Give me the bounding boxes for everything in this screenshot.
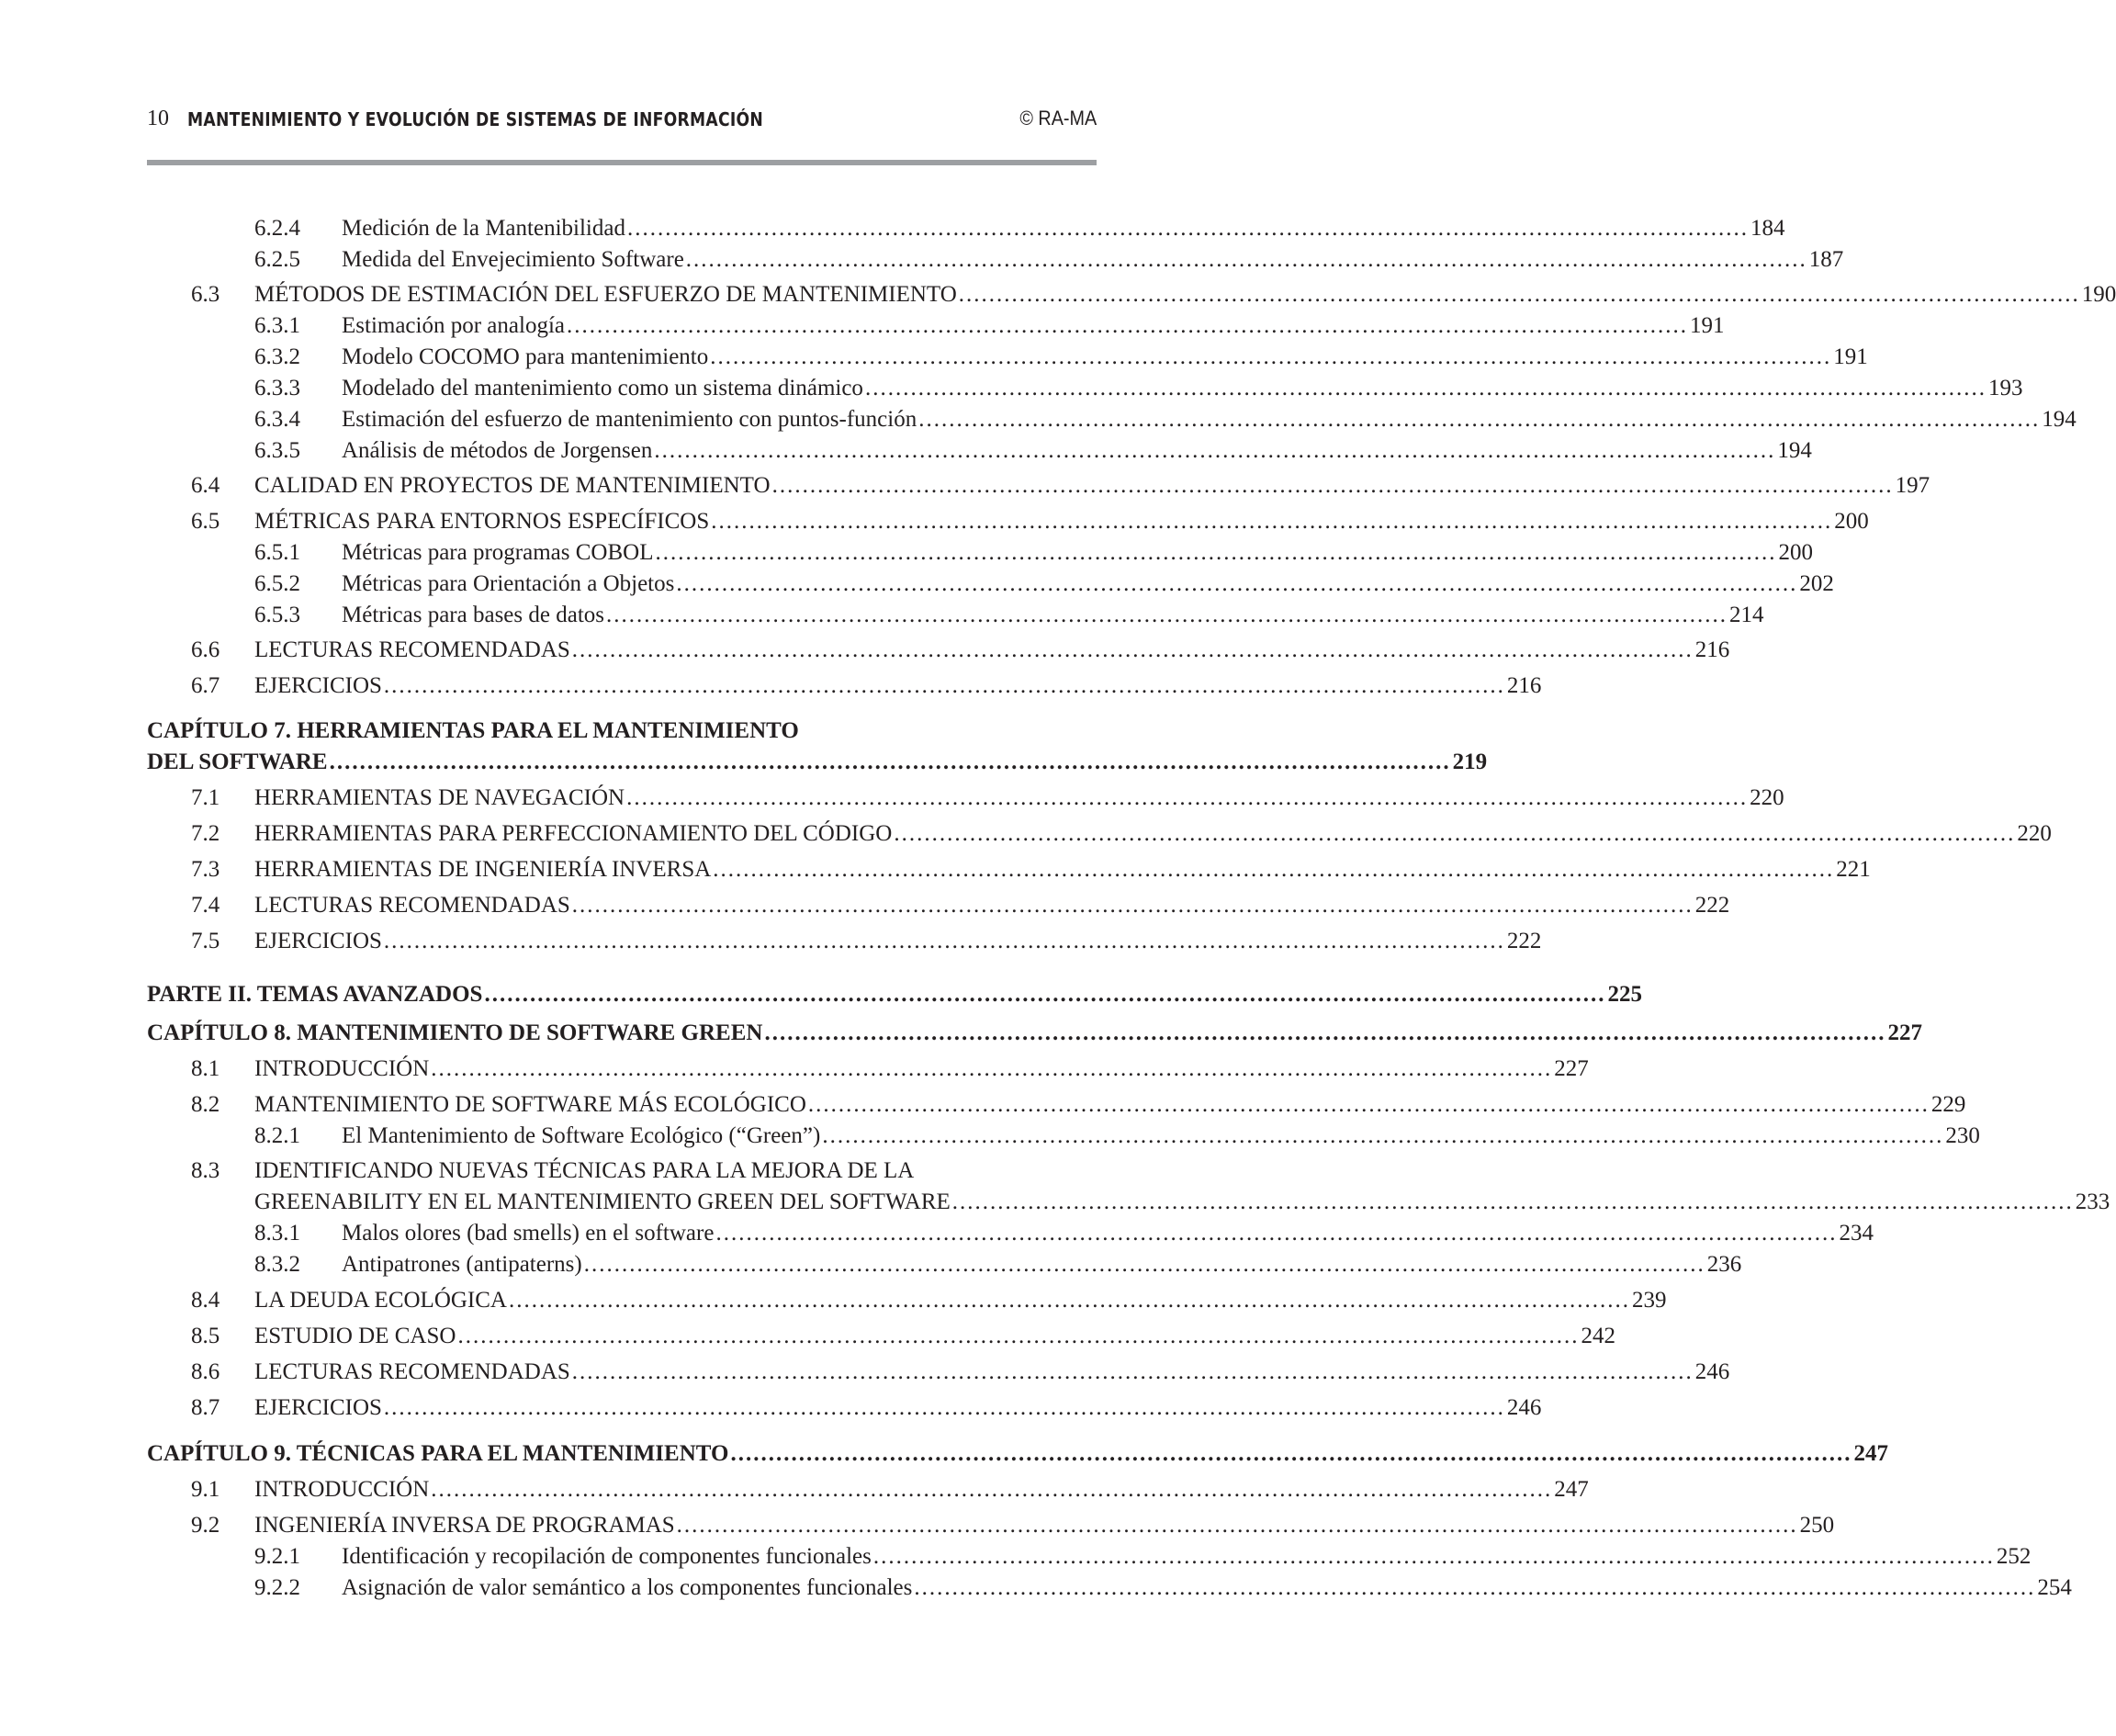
entry-number: 6.3.3 [254, 376, 300, 400]
entry-number: 8.4 [191, 1288, 220, 1313]
entry-title: Medida del Envejecimiento Software [342, 244, 686, 276]
toc-entry[interactable]: 6.5.2 Métricas para Orientación a Objetos .................................................................................................................................................... 202 [147, 569, 1097, 600]
entry-title: Antipatrones (antipaterns) [342, 1249, 584, 1280]
entry-title-line1: IDENTIFICANDO NUEVAS TÉCNICAS PARA LA MEJORA DE LA [254, 1158, 915, 1183]
toc-entry[interactable]: 8.7 EJERCICIOS .................................................................................................................................................... 246 [147, 1392, 1097, 1424]
entry-page: 184 [1750, 216, 1785, 241]
entry-title: CAPÍTULO 8. MANTENIMIENTO DE SOFTWARE GREEN [147, 1018, 764, 1049]
toc-entry[interactable]: 6.3 MÉTODOS DE ESTIMACIÓN DEL ESFUERZO DE MANTENIMIENTO .................................................................................................................................................... 190 [147, 279, 1097, 310]
toc-entry[interactable]: 6.3.2 Modelo COCOMO para mantenimiento .................................................................................................................................................... 191 [147, 342, 1097, 373]
toc-entry[interactable]: 8.3.1 Malos olores (bad smells) en el software .................................................................................................................................................... 234 [147, 1218, 1097, 1249]
entry-page: 214 [1729, 603, 1764, 627]
toc-entry[interactable]: 6.6 LECTURAS RECOMENDADAS .................................................................................................................................................... 216 [147, 635, 1097, 666]
entry-number: 6.4 [191, 473, 220, 498]
entry-page: 250 [1799, 1513, 1835, 1538]
entry-page: 233 [2075, 1189, 2110, 1214]
entry-title: PARTE II. TEMAS AVANZADOS [147, 979, 484, 1010]
running-header [147, 107, 1097, 134]
entry-page: 227 [1554, 1056, 1589, 1081]
entry-title: LECTURAS RECOMENDADAS [254, 1357, 572, 1388]
entry-number: 6.3 [191, 282, 220, 307]
entry-page: 200 [1834, 509, 1869, 534]
entry-number: 8.5 [191, 1324, 220, 1348]
entry-number: 6.3.2 [254, 344, 300, 369]
entry-page: 197 [1895, 473, 1930, 498]
toc-entry[interactable]: 6.4 CALIDAD EN PROYECTOS DE MANTENIMIENTO .................................................................................................................................................... 197 [147, 470, 1097, 502]
entry-title: Estimación por analogía [342, 310, 567, 342]
entry-page: 242 [1581, 1324, 1615, 1348]
entry-title: Asignación de valor semántico a los componentes funcionales [342, 1573, 914, 1604]
entry-page: 200 [1778, 540, 1813, 565]
entry-title: MANTENIMIENTO DE SOFTWARE MÁS ECOLÓGICO [254, 1089, 808, 1121]
entry-number: 8.2 [191, 1092, 220, 1117]
toc-chapter[interactable]: DEL SOFTWARE .................................................................................................................................................... 219 [147, 747, 1097, 778]
entry-number: 8.6 [191, 1359, 220, 1384]
entry-title: Métricas para programas COBOL [342, 537, 655, 569]
entry-title: Métricas para bases de datos [342, 600, 606, 631]
entry-title: INTRODUCCIÓN [254, 1474, 431, 1505]
toc-entry[interactable]: 6.3.4 Estimación del esfuerzo de mantenimiento con puntos-función .................................................................................................................................................... 194 [147, 404, 1097, 435]
entry-title: Análisis de métodos de Jorgensen [342, 435, 654, 467]
entry-page: 252 [1996, 1544, 2032, 1569]
entry-page: 220 [1750, 785, 1784, 810]
toc-entry[interactable]: 7.3 HERRAMIENTAS DE INGENIERÍA INVERSA .................................................................................................................................................... 221 [147, 854, 1097, 885]
entry-number: 7.2 [191, 821, 220, 846]
entry-title: DEL SOFTWARE [147, 747, 330, 778]
toc-entry[interactable]: 6.3.1 Estimación por analogía .................................................................................................................................................... 191 [147, 310, 1097, 342]
entry-title: Medición de la Mantenibilidad [342, 213, 627, 244]
entry-number: 8.3.2 [254, 1252, 300, 1277]
toc-entry[interactable]: 8.1 INTRODUCCIÓN .................................................................................................................................................... 227 [147, 1054, 1097, 1085]
toc-entry[interactable]: 9.2.1 Identificación y recopilación de componentes funcionales .................................................................................................................................................... 252 [147, 1541, 1097, 1573]
toc-entry[interactable]: 8.3.2 Antipatrones (antipaterns) .................................................................................................................................................... 236 [147, 1249, 1097, 1280]
entry-page: 234 [1839, 1221, 1874, 1246]
page-number: 10 [147, 107, 169, 130]
entry-page: 247 [1554, 1477, 1589, 1502]
toc-chapter[interactable]: CAPÍTULO 9. TÉCNICAS PARA EL MANTENIMIENTO .................................................................................................................................................... 247 [147, 1438, 1097, 1470]
entry-number: 7.1 [191, 785, 220, 810]
entry-title: MÉTRICAS PARA ENTORNOS ESPECÍFICOS [254, 506, 711, 537]
entry-number: 7.4 [191, 893, 220, 918]
entry-page: 220 [2017, 821, 2052, 846]
entry-title: Modelo COCOMO para mantenimiento [342, 342, 710, 373]
header-rule [147, 160, 1097, 165]
toc-entry[interactable]: 6.3.5 Análisis de métodos de Jorgensen .................................................................................................................................................... 194 [147, 435, 1097, 467]
publisher: © RA-MA [1019, 107, 1097, 130]
entry-title: EJERCICIOS [254, 671, 384, 702]
entry-number: 7.3 [191, 857, 220, 882]
entry-title: GREENABILITY EN EL MANTENIMIENTO GREEN DEL SOFTWARE [254, 1187, 952, 1218]
toc-entry[interactable]: 8.2.1 El Mantenimiento de Software Ecológico (“Green”) .................................................................................................................................................... 230 [147, 1121, 1097, 1152]
entry-page: 247 [1853, 1441, 1888, 1466]
toc-entry[interactable]: 8.2 MANTENIMIENTO DE SOFTWARE MÁS ECOLÓGICO .................................................................................................................................................... 229 [147, 1089, 1097, 1121]
entry-page: 190 [2081, 282, 2116, 307]
entry-title: LA DEUDA ECOLÓGICA [254, 1285, 509, 1316]
entry-page: 191 [1689, 313, 1725, 338]
entry-title: Modelado del mantenimiento como un sistema dinámico [342, 373, 865, 404]
entry-title: HERRAMIENTAS PARA PERFECCIONAMIENTO DEL CÓDIGO [254, 818, 894, 850]
entry-number: 8.3.1 [254, 1221, 300, 1246]
entry-number: 6.5.3 [254, 603, 300, 627]
toc-entry[interactable]: 8.4 LA DEUDA ECOLÓGICA .................................................................................................................................................... 239 [147, 1285, 1097, 1316]
entry-number: 9.2.2 [254, 1575, 300, 1600]
entry-title: MÉTODOS DE ESTIMACIÓN DEL ESFUERZO DE MANTENIMIENTO [254, 279, 959, 310]
entry-page: 254 [2037, 1575, 2072, 1600]
toc-entry[interactable]: 7.2 HERRAMIENTAS PARA PERFECCIONAMIENTO DEL CÓDIGO .................................................................................................................................................... 220 [147, 818, 1097, 850]
toc-entry[interactable]: 9.1 INTRODUCCIÓN .................................................................................................................................................... 247 [147, 1474, 1097, 1505]
entry-number: 9.2.1 [254, 1544, 300, 1569]
toc-entry[interactable]: 6.5.3 Métricas para bases de datos .................................................................................................................................................... 214 [147, 600, 1097, 631]
entry-number: 8.2.1 [254, 1123, 300, 1148]
toc-entry[interactable]: 9.2.2 Asignación de valor semántico a los componentes funcionales .................................................................................................................................................... 254 [147, 1573, 1097, 1604]
entry-number: 9.2 [191, 1513, 220, 1538]
entry-number: 6.5.1 [254, 540, 300, 565]
entry-number: 8.1 [191, 1056, 220, 1081]
entry-title: LECTURAS RECOMENDADAS [254, 635, 572, 666]
entry-page: 216 [1506, 673, 1542, 698]
toc-entry[interactable]: GREENABILITY EN EL MANTENIMIENTO GREEN DEL SOFTWARE .................................................................................................................................................... 233 [147, 1187, 1097, 1218]
entry-page: 202 [1799, 571, 1834, 596]
entry-number: 6.2.4 [254, 216, 300, 241]
entry-title: INGENIERÍA INVERSA DE PROGRAMAS [254, 1510, 677, 1541]
entry-title: CAPÍTULO 9. TÉCNICAS PARA EL MANTENIMIENTO [147, 1438, 730, 1470]
toc-entry[interactable]: 6.2.4 Medición de la Mantenibilidad .................................................................................................................................................... 184 [147, 213, 1097, 244]
entry-page: 194 [2042, 407, 2077, 432]
entry-page: 225 [1607, 982, 1642, 1007]
entry-page: 239 [1632, 1288, 1667, 1313]
entry-title: INTRODUCCIÓN [254, 1054, 431, 1085]
toc-entry[interactable]: 6.3.3 Modelado del mantenimiento como un sistema dinámico .................................................................................................................................................... 193 [147, 373, 1097, 404]
entry-number: 6.3.5 [254, 438, 300, 463]
entry-number: 6.7 [191, 673, 220, 698]
toc-chapter[interactable]: CAPÍTULO 8. MANTENIMIENTO DE SOFTWARE GREEN .................................................................................................................................................... 227 [147, 1018, 1097, 1049]
entry-page: 221 [1836, 857, 1871, 882]
entry-number: 8.7 [191, 1395, 220, 1420]
book-title: MANTENIMIENTO Y EVOLUCIÓN DE SISTEMAS DE INFORMACIÓN [187, 108, 764, 130]
toc-entry[interactable]: 7.5 EJERCICIOS .................................................................................................................................................... 222 [147, 926, 1097, 957]
entry-number: 6.3.1 [254, 313, 300, 338]
toc-entry[interactable]: 7.4 LECTURAS RECOMENDADAS .................................................................................................................................................... 222 [147, 890, 1097, 921]
entry-number: 6.2.5 [254, 247, 300, 272]
entry-title: EJERCICIOS [254, 1392, 384, 1424]
entry-page: 227 [1887, 1020, 1922, 1045]
entry-page: 191 [1833, 344, 1868, 369]
entry-page: 222 [1506, 929, 1542, 953]
toc-entry[interactable]: 8.5 ESTUDIO DE CASO .................................................................................................................................................... 242 [147, 1321, 1097, 1352]
entry-number: 6.3.4 [254, 407, 300, 432]
entry-page: 230 [1945, 1123, 1980, 1148]
entry-page: 222 [1694, 893, 1730, 918]
entry-title: ESTUDIO DE CASO [254, 1321, 457, 1352]
entry-number: 6.5 [191, 509, 220, 534]
entry-page: 193 [1987, 376, 2023, 400]
entry-page: 194 [1777, 438, 1812, 463]
entry-title: LECTURAS RECOMENDADAS [254, 890, 572, 921]
entry-title: Malos olores (bad smells) en el software [342, 1218, 715, 1249]
entry-page: 246 [1694, 1359, 1730, 1384]
entry-title: CALIDAD EN PROYECTOS DE MANTENIMIENTO [254, 470, 772, 502]
toc-entry[interactable]: 6.5.1 Métricas para programas COBOL .................................................................................................................................................... 200 [147, 537, 1097, 569]
entry-title: HERRAMIENTAS DE INGENIERÍA INVERSA [254, 854, 713, 885]
toc-entry[interactable]: 6.7 EJERCICIOS .................................................................................................................................................... 216 [147, 671, 1097, 702]
entry-title: El Mantenimiento de Software Ecológico (“Green”) [342, 1121, 822, 1152]
entry-title: HERRAMIENTAS DE NAVEGACIÓN [254, 783, 626, 814]
entry-page: 216 [1694, 637, 1730, 662]
entry-title: Métricas para Orientación a Objetos [342, 569, 676, 600]
entry-title: Estimación del esfuerzo de mantenimiento con puntos-función [342, 404, 918, 435]
entry-page: 246 [1506, 1395, 1542, 1420]
toc-entry[interactable]: 9.2 INGENIERÍA INVERSA DE PROGRAMAS .................................................................................................................................................... 250 [147, 1510, 1097, 1541]
chapter-title-line1: CAPÍTULO 7. HERRAMIENTAS PARA EL MANTENIMIENTO [147, 718, 799, 743]
entry-page: 187 [1808, 247, 1844, 272]
entry-number: 8.3 [191, 1158, 220, 1183]
toc-part[interactable]: PARTE II. TEMAS AVANZADOS .................................................................................................................................................... 225 [147, 979, 1097, 1010]
entry-page: 219 [1452, 750, 1488, 774]
entry-number: 7.5 [191, 929, 220, 953]
entry-number: 6.5.2 [254, 571, 300, 596]
toc-entry[interactable]: 7.1 HERRAMIENTAS DE NAVEGACIÓN .................................................................................................................................................... 220 [147, 783, 1097, 814]
toc-entry[interactable]: 6.2.5 Medida del Envejecimiento Software .................................................................................................................................................... 187 [147, 244, 1097, 276]
entry-number: 9.1 [191, 1477, 220, 1502]
entry-number: 6.6 [191, 637, 220, 662]
entry-page: 229 [1930, 1092, 1966, 1117]
entry-page: 236 [1706, 1252, 1742, 1277]
toc-entry-line1[interactable] [147, 1155, 1097, 1187]
entry-title: EJERCICIOS [254, 926, 384, 957]
toc-entry[interactable]: 6.5 MÉTRICAS PARA ENTORNOS ESPECÍFICOS .................................................................................................................................................... 200 [147, 506, 1097, 537]
entry-title: Identificación y recopilación de componentes funcionales [342, 1541, 873, 1573]
toc-entry[interactable]: 8.6 LECTURAS RECOMENDADAS .................................................................................................................................................... 246 [147, 1357, 1097, 1388]
